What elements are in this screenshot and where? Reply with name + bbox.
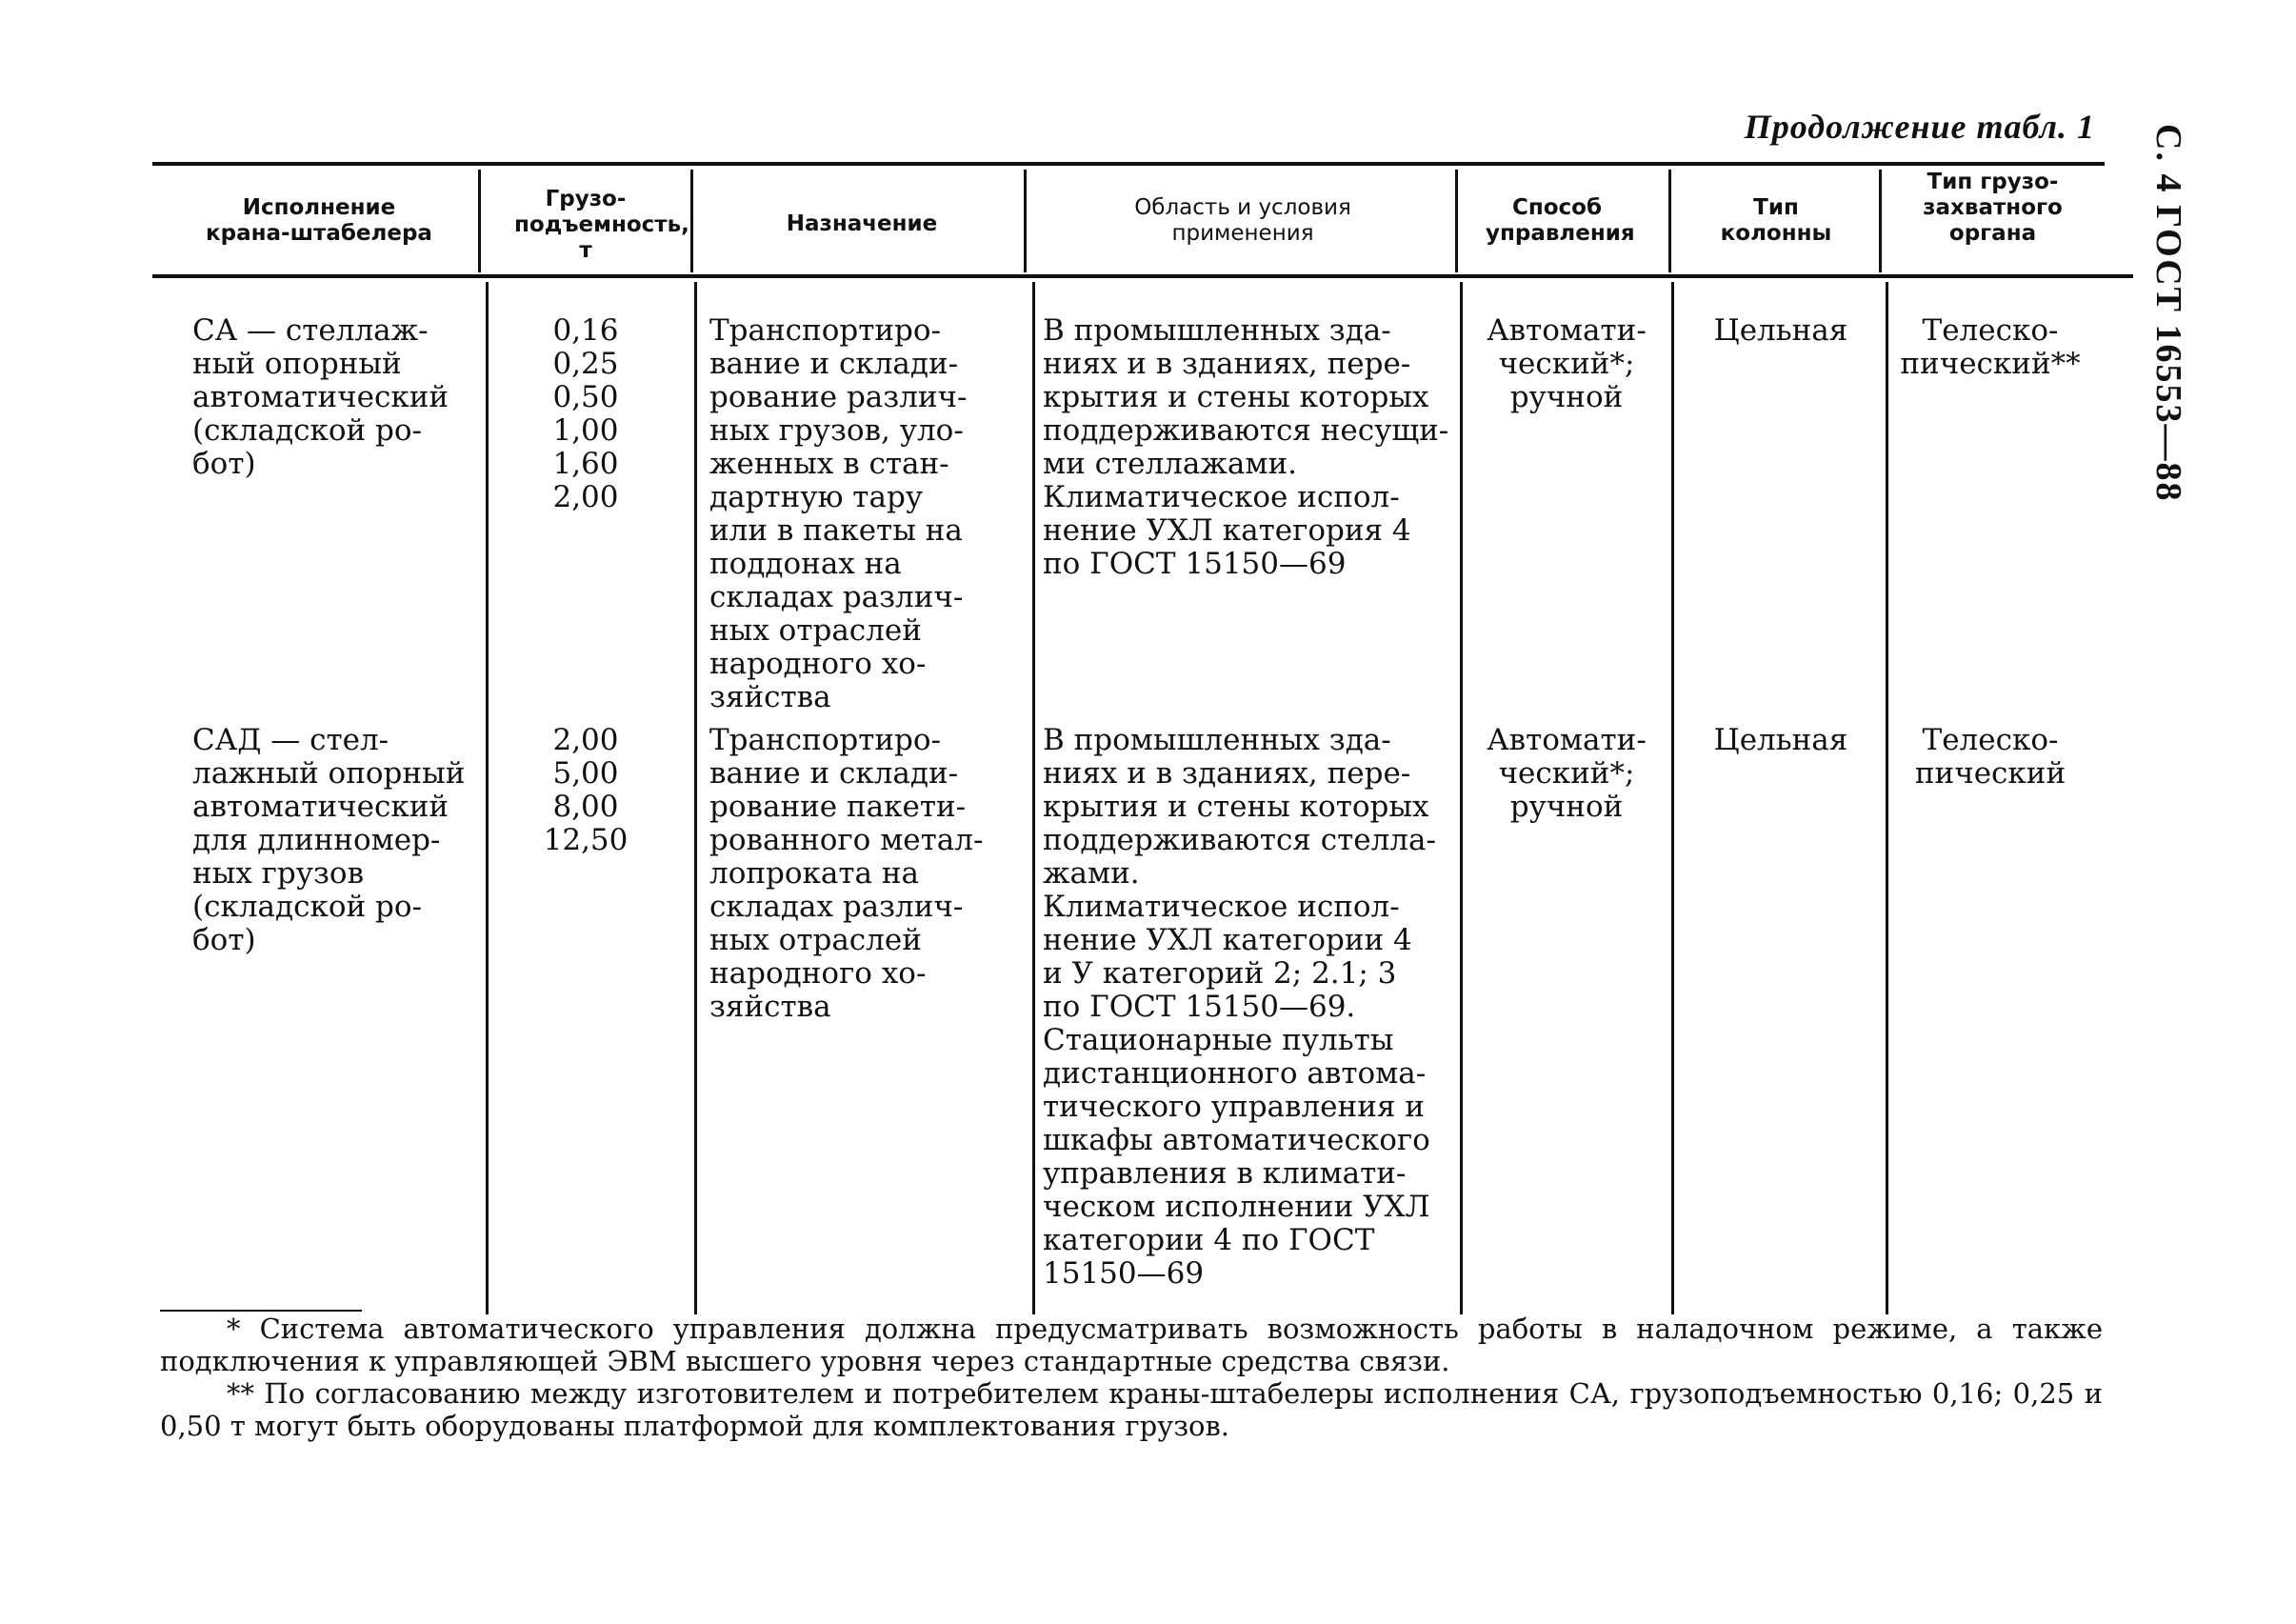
footnotes [160,1313,2103,1442]
column-header-variant: Исполнение крана-штабелера [206,195,432,246]
column-rule [1879,170,1882,272]
column-rule [1032,282,1035,1314]
column-rule [1671,282,1674,1314]
column-rule [1455,170,1458,272]
footnote-platform: ** По согласованию между изготовителем и потребителем краны-штабелеры исполнения СА, грузоподъемностью 0,16; 0,25 и 0,50 т могут быть оборудованы платформой для комплектования грузов. [160,1377,2103,1442]
column-header-conditions: Область и условия применения [1134,195,1351,246]
table-continuation-label: Продолжение табл. 1 [1744,108,2095,146]
table-cell-control: Автомати- ческий*; ручной [1487,313,1647,414]
table-cell-gripper: Телеско- пический [1914,723,2066,791]
table-top-rule [152,162,2105,166]
footnote-control-system: * Система автоматического управления должна предусматривать возможность работы в наладочном режиме, а также подключения к управляющей ЭВМ высшего уровня через стандартные средства связи. [160,1313,2103,1377]
column-header-purpose: Назначение [786,211,938,236]
table-cell-purpose: Транспортиро- вание и склади- рование пакети- рованного метал- лопроката на складах различ- ных отраслей народного хо- зяйства [709,723,984,1024]
column-header-column-type: Тип колонны [1720,195,1832,246]
table-cell-purpose: Транспортиро- вание и склади- рование различ- ных грузов, уло- женных в стан- дартную тару или в пакеты на поддонах на складах различ- ных отраслей народного хо- зяйства [709,313,968,714]
column-rule [690,170,693,272]
table-cell-control: Автомати- ческий*; ручной [1487,723,1647,824]
column-rule [1460,282,1463,1314]
side-page-header [2147,124,2205,505]
column-rule [1668,170,1671,272]
table-cell-column-type: Цельная [1713,313,1848,348]
column-rule [1024,170,1027,272]
column-header-control: Способ управления [1486,195,1635,246]
table-cell-variant: СА — стеллаж- ный опорный автоматический (складской ро- бот) [192,313,449,481]
table-cell-gripper: Телеско- пический** [1900,313,2081,381]
table-cell-variant: САД — стел- лажный опорный автоматический для длинномер- ных грузов (складской ро- бот) [192,723,466,957]
column-rule [694,282,697,1314]
column-header-gripper: Тип грузо-захватного органа [1923,170,2063,246]
table-cell-conditions: В промышленных зда- ниях и в зданиях, пере- крытия и стены которых поддерживаются стелла- жами. Климатическое испол- нение УХЛ категории 4 и У категорий 2; 2.1; 3 по ГОСТ 15150—69. Стационарные пульты дистанционного автома- тического управления и шкафы автоматического управления в климати- ческом исполнении УХЛ категории 4 по ГОСТ 15150—69 [1043,723,1436,1291]
table-cell-column-type: Цельная [1713,723,1848,757]
column-rule [1886,282,1888,1314]
table-cell-capacity: 2,00 5,00 8,00 12,50 [543,723,629,857]
table-cell-capacity: 0,16 0,25 0,50 1,00 1,60 2,00 [552,313,619,514]
standard-page-label: С. 4 ГОСТ 16553—88 [2148,124,2188,503]
column-header-capacity: Грузо-подъемность, т [514,187,689,263]
column-rule [478,170,481,272]
column-rule [486,282,489,1314]
table-header-rule [152,274,2133,278]
table-cell-conditions: В промышленных зда- ниях и в зданиях, пере- крытия и стены которых поддерживаются несущи- ми стеллажами. Климатическое испол- нение УХЛ категория 4 по ГОСТ 15150—69 [1043,313,1449,581]
footnote-separator [160,1310,362,1312]
